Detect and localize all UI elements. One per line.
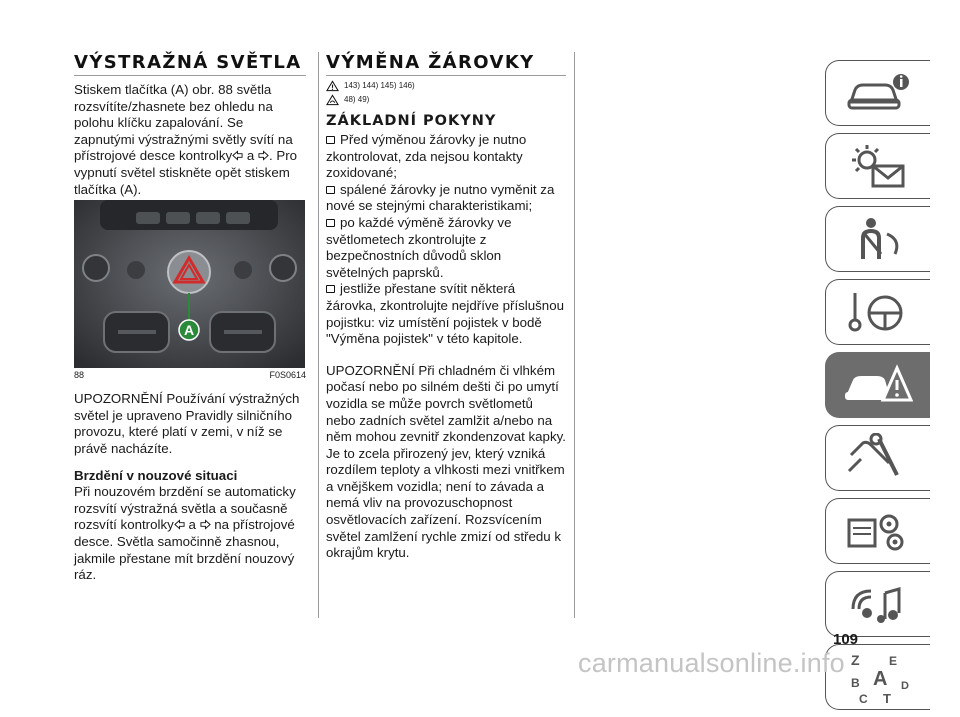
attention-note-icon [326, 94, 339, 106]
figure-marker-a: A [183, 322, 195, 339]
hazard-intro-part-2: . Pro vypnutí světel stiskněte opět stiskem tlačítka (A). [74, 148, 298, 197]
bullet-square-icon [326, 285, 335, 293]
watermark: carmanualsonline.info [578, 648, 845, 678]
page-number: 109 [833, 631, 859, 648]
tab-multimedia[interactable] [825, 571, 930, 637]
turn-right-indicator-icon [258, 150, 269, 161]
warning-refs: 143) 144) 145) 146) [344, 81, 415, 90]
multimedia-icon [843, 579, 913, 629]
bullet-text: po každé výměně žárovky ve světlometech zkontrolujte z bezpečnostních důvodů sklon světelných paprsků. [326, 214, 512, 280]
tab-car-info[interactable] [825, 60, 930, 126]
key-steering-wheel-icon [843, 287, 913, 337]
bullet-text: spálené žárovky je nutno vyměnit za nové se stejnými charakteristikami; [326, 181, 555, 214]
section-title-hazard-lights: VÝSTRAŽNÁ SVĚTLA [74, 52, 306, 76]
figure-code: F0S0614 [269, 370, 306, 381]
basic-instructions-title: ZÁKLADNÍ POKYNY [326, 113, 497, 129]
warning-triangle-icon [326, 80, 339, 92]
note-refs-row [326, 94, 566, 106]
bullet-square-icon [326, 186, 335, 194]
bullet-square-icon [326, 219, 335, 227]
svg-text:B: B [851, 676, 860, 690]
svg-text:T: T [883, 691, 891, 705]
emergency-braking-text [74, 484, 306, 584]
hazard-intro-part-1: Stiskem tlačítka (A) obr. 88 světla rozsvítíte/zhasnete bez ohledu na polohu klíčku zapalování. Se zapnutými výstražnými světly svítí na přístrojové desce kontrolky [74, 82, 293, 164]
bullet-text: jestliže přestane svítit některá žárovka, zkontrolujte nejdříve příslušnou pojistku: viz umístění pojistek v bodě "Výměna pojistek" v této kapitole. [326, 281, 564, 347]
warning-lights-icon [843, 142, 913, 190]
bullet-item [326, 281, 566, 347]
left-column [74, 52, 306, 584]
tab-maintenance[interactable] [825, 425, 930, 491]
figure-number: 88 [74, 370, 85, 381]
emergency-braking-part-2: na přístrojové desce. Světla samočinně zhasnou, jakmile přestane mít brzdění nouzový ráz. [74, 517, 295, 583]
hazard-intro-and: a [243, 148, 258, 164]
condensation-warning-text: UPOZORNĚNÍ Při chladném či vlhkém počasí nebo po silném dešti či po umytí vozidla se může povrch světlometů nebo zadních světel zamlžit a/nebo na něm mohou zevnitř zkondenzovat kapky. Je to zcela přirozený jev, který vzniká rozdílem teploty a vlhkosti mezi vnitřkem a vnějškem vozidla; není to závada a nemá vliv na provozuschopnost osvětlovacích zařízení. Rozsvícením světel zamlžení rychle zmizí od středu k okrajům krytu. [326, 362, 566, 561]
figure-caption [74, 370, 306, 381]
bullet-item [326, 215, 566, 281]
bullet-square-icon [326, 136, 335, 144]
bullet-item [326, 132, 566, 182]
car-info-icon [843, 70, 913, 116]
seatbelt-airbag-icon [843, 214, 913, 264]
tab-safety[interactable] [825, 206, 930, 272]
dashboard-illustration [74, 200, 305, 368]
tab-starting-driving[interactable] [825, 279, 930, 345]
hazard-warning-text: UPOZORNĚNÍ Používání výstražných světel je upraveno Pravidly silničního provozu, které platí v zemi, v níž se právě nacházíte. [74, 391, 300, 456]
hazard-intro-text [74, 82, 306, 198]
emergency-braking-part-1: Při nouzovém brzdění se automaticky rozsvítí výstražná světla a současně rozsvítí kontrolky [74, 484, 296, 533]
column-divider [318, 52, 319, 618]
tab-emergency[interactable] [825, 352, 930, 418]
svg-text:E: E [889, 654, 898, 668]
turn-left-indicator-icon [174, 519, 185, 530]
chapter-tabs [825, 60, 930, 717]
turn-right-indicator-icon [200, 519, 211, 530]
svg-text:A: A [873, 668, 888, 690]
tab-technical-data[interactable] [825, 498, 930, 564]
right-column [326, 52, 566, 562]
section-title-bulb-replacement: VÝMĚNA ŽÁROVKY [326, 52, 566, 76]
column-divider [574, 52, 575, 618]
technical-data-icon [843, 506, 913, 556]
tab-warning-lights[interactable] [825, 133, 930, 199]
emergency-braking-title: Brzdění v nouzové situaci [74, 467, 238, 483]
breakdown-emergency-icon [843, 360, 913, 410]
svg-text:C: C [859, 692, 868, 705]
svg-text:D: D [901, 680, 909, 692]
figure-hazard-button-photo [74, 200, 305, 368]
bullet-text: Před výměnou žárovky je nutno zkontrolovat, zda nejsou kontakty zoxidované; [326, 132, 527, 181]
svg-text:Z: Z [851, 652, 860, 668]
note-refs: 48) 49) [344, 95, 370, 104]
warning-refs-row [326, 80, 566, 92]
alphabetical-index-icon [843, 649, 913, 705]
maintenance-wrench-icon [843, 433, 913, 483]
turn-left-indicator-icon [232, 150, 243, 161]
bullet-item [326, 182, 566, 215]
emergency-braking-and: a [184, 517, 200, 533]
